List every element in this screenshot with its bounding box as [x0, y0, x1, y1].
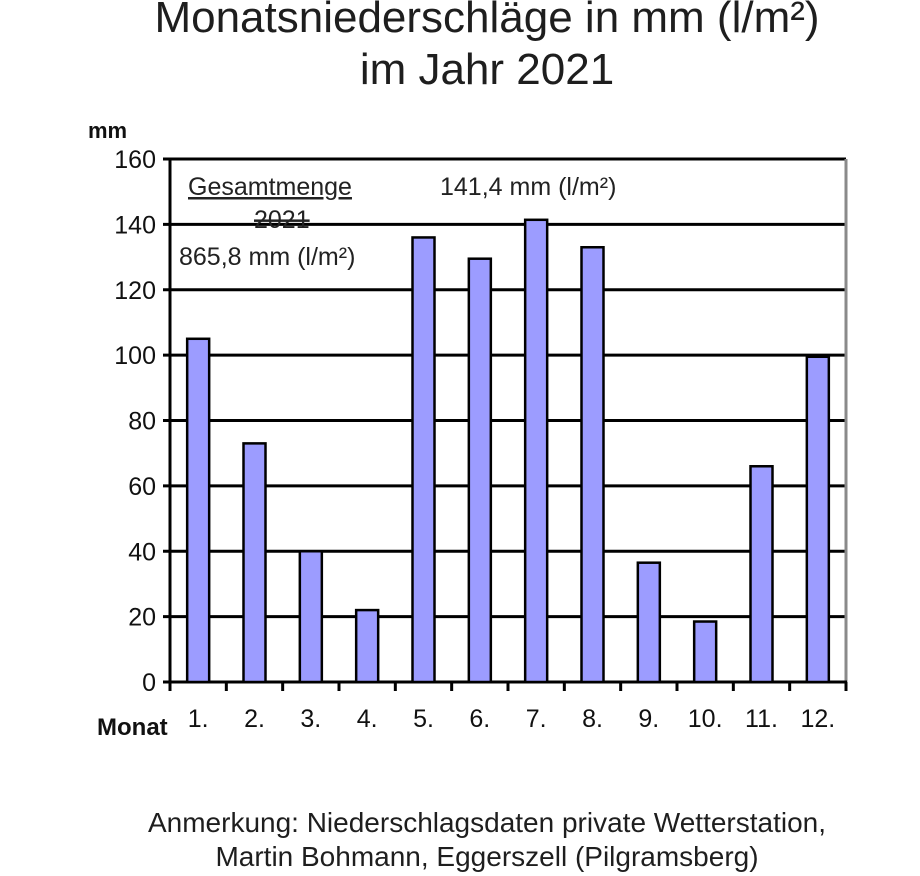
x-axis-label: Monat — [97, 714, 168, 741]
bar — [525, 220, 547, 682]
x-tick-label: 3. — [300, 705, 322, 733]
bar — [807, 357, 829, 682]
bar — [751, 466, 773, 682]
bar — [244, 443, 266, 682]
x-tick-label: 4. — [356, 705, 378, 733]
y-tick-label: 40 — [128, 538, 156, 567]
x-tick-label: 7. — [525, 705, 547, 733]
annotation-total-year: 2021 — [254, 206, 310, 234]
x-tick-label: 11. — [745, 705, 778, 733]
footnote-line1: Anmerkung: Niederschlagsdaten private Wetterstation, — [147, 807, 827, 838]
annotation-max-value: 141,4 mm (l/m²) — [440, 173, 617, 201]
bar — [300, 551, 322, 682]
annotation-total-value: 865,8 mm (l/m²) — [179, 243, 356, 271]
bar — [413, 237, 435, 682]
x-tick-label: 8. — [582, 705, 603, 733]
annotation-total-label: Gesamtmenge — [188, 173, 352, 201]
y-tick-label: 160 — [114, 146, 156, 174]
y-axis-label: mm — [88, 118, 128, 143]
y-tick-label: 120 — [114, 276, 156, 305]
y-tick-label: 60 — [128, 472, 156, 501]
chart-title-line2: im Jahr 2021 — [359, 45, 615, 94]
x-tick-label: 6. — [469, 705, 491, 733]
bar — [694, 622, 716, 682]
bar — [638, 563, 660, 682]
footnote-line2: Martin Bohmann, Eggerszell (Pilgramsberg) — [215, 841, 759, 872]
x-tick-label: 9. — [638, 705, 660, 733]
x-tick-label: 12. — [800, 705, 836, 733]
y-tick-label: 100 — [114, 342, 156, 371]
x-tick-label: 10. — [687, 705, 723, 733]
x-tick-label: 1. — [187, 705, 209, 733]
bar — [356, 610, 378, 682]
y-tick-label: 140 — [114, 211, 156, 240]
x-tick-label: 2. — [244, 705, 265, 733]
bar — [187, 339, 209, 682]
footnote — [0, 806, 920, 874]
chart-title-line1: Monatsniederschläge in mm (l/m²) — [154, 0, 820, 42]
bar — [469, 259, 491, 682]
y-tick-label: 0 — [142, 669, 156, 697]
y-tick-label: 20 — [128, 603, 156, 632]
x-tick-label: 5. — [413, 705, 434, 733]
bar — [582, 247, 604, 682]
y-tick-label: 80 — [128, 407, 156, 436]
